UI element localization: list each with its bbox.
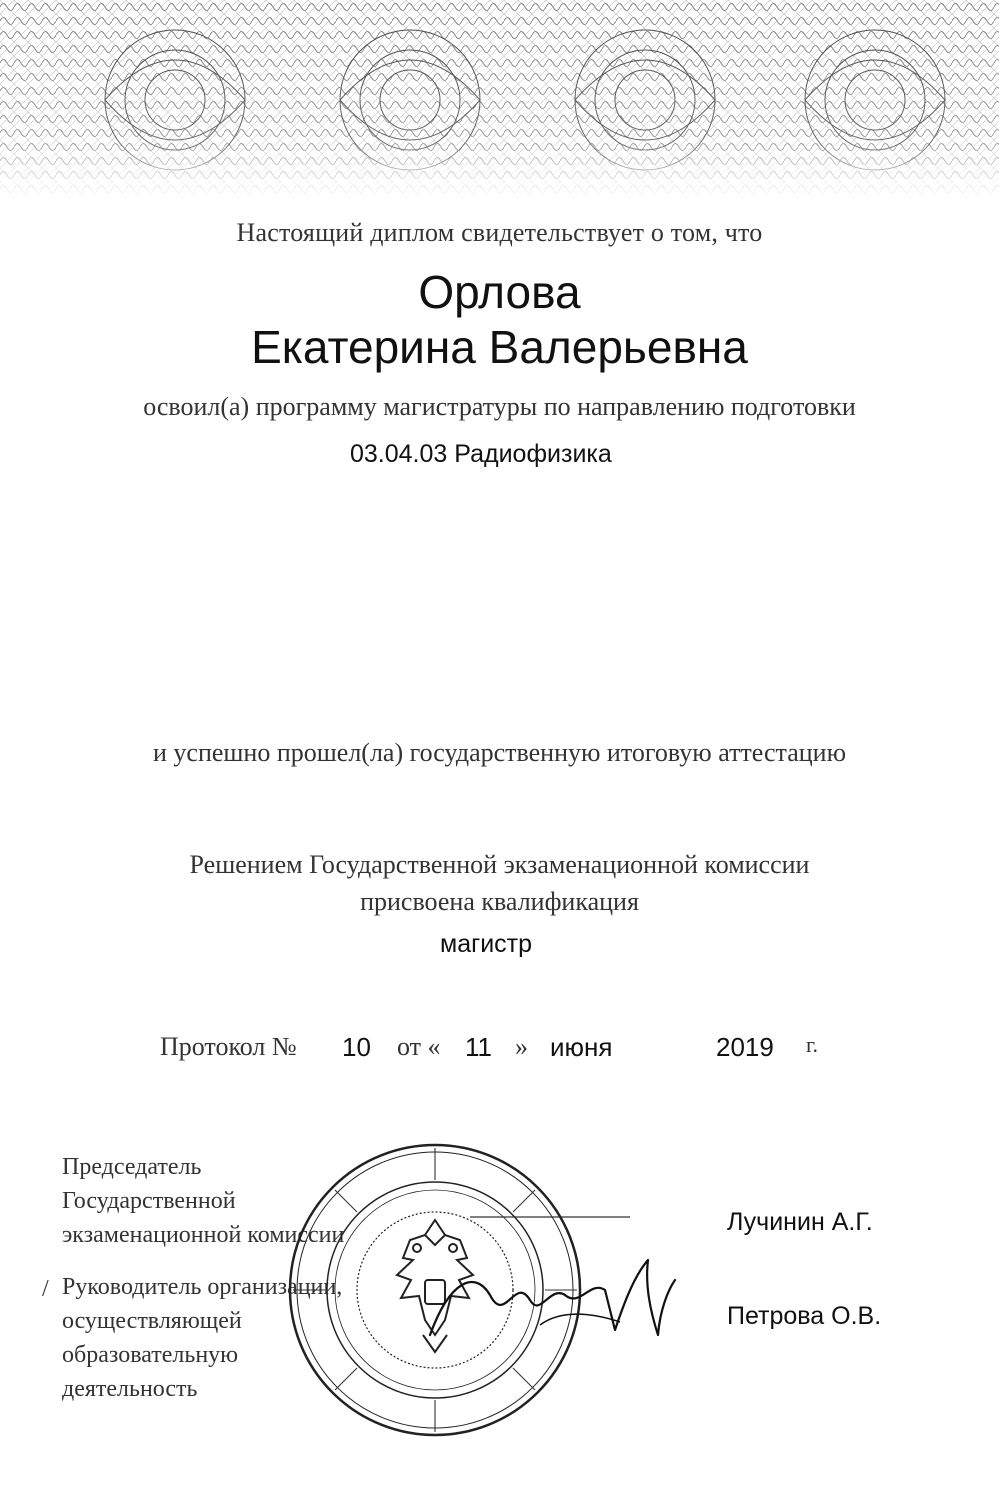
chair-title-line: экзаменационной комиссии	[62, 1222, 345, 1248]
chair-title-line: Государственной	[62, 1188, 236, 1214]
graduate-given-names: Екатерина Валерьевна	[251, 321, 748, 373]
chair-name: Лучинин А.Г.	[727, 1208, 873, 1236]
protocol-month: июня	[550, 1032, 613, 1062]
protocol-day: 11	[465, 1032, 492, 1062]
protocol-year: 2019	[716, 1032, 774, 1062]
program-code: 03.04.03 Радиофизика	[350, 440, 612, 468]
passed-attestation-text: и успешно прошел(ла) государственную итоговую аттестацию	[153, 738, 846, 767]
intro-text: Настоящий диплом свидетельствует о том, что	[236, 218, 763, 247]
protocol-label: Протокол №	[160, 1032, 297, 1061]
head-title-line: Руководитель организации,	[62, 1274, 343, 1300]
mastered-program-text: освоил(а) программу магистратуры по направлению подготовки	[143, 392, 856, 421]
head-title-line: осуществляющей образовательную	[62, 1308, 242, 1368]
protocol-year-suffix: г.	[806, 1032, 819, 1057]
head-title-line: деятельность	[62, 1376, 198, 1402]
chair-title-line: Председатель	[62, 1154, 202, 1180]
commission-decision-text: Решением Государственной экзаменационной комиссии	[189, 850, 810, 879]
head-name: Петрова О.В.	[727, 1302, 882, 1330]
protocol-from-label: от «	[397, 1032, 441, 1061]
qualification-assigned-text: присвоена квалификация	[360, 887, 639, 916]
protocol-number: 10	[342, 1032, 371, 1062]
handwritten-signature	[420, 1240, 680, 1360]
guilloche-header-pattern	[0, 0, 999, 200]
protocol-close-quote: »	[515, 1032, 528, 1061]
qualification-value: магистр	[440, 930, 533, 958]
graduate-surname: Орлова	[418, 266, 581, 318]
slash-mark: /	[42, 1276, 49, 1302]
